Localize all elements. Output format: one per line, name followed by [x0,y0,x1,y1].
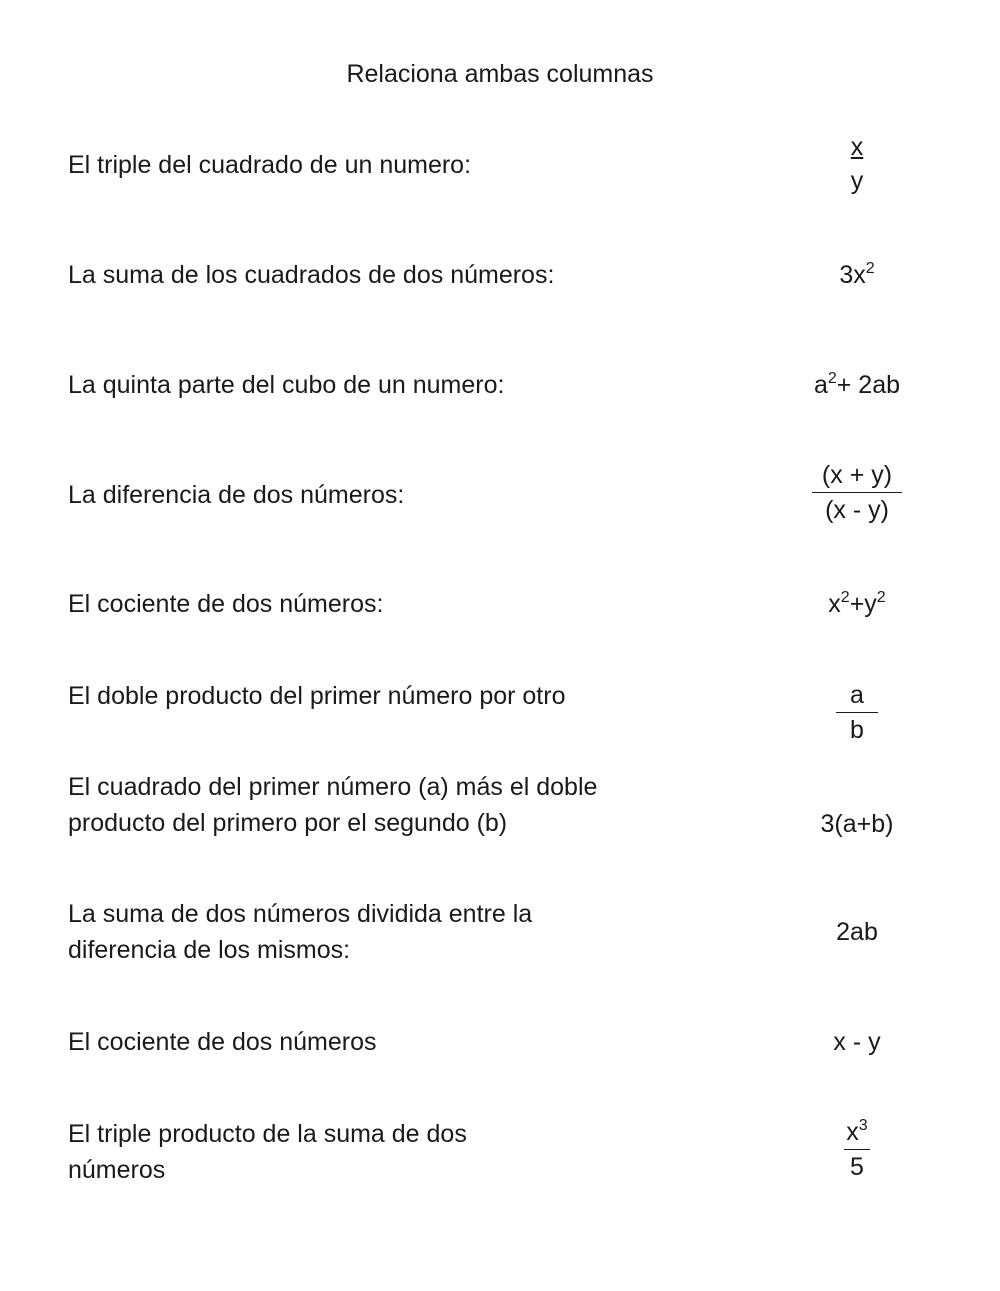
fraction-numerator: (x + y) [812,458,902,493]
left-item-3: La quinta parte del cubo de un numero: [68,371,505,399]
expression-base: a [813,371,828,399]
expression-base: 3x [839,261,866,289]
expression-rest: + 2ab [836,371,901,399]
left-item-10: El triple producto de la suma de dos números [68,1120,467,1184]
right-item-3 [757,367,957,403]
right-item-4 [757,458,957,528]
right-item-5 [757,586,957,622]
left-item-7: El cuadrado del primer número (a) más el doble producto del primero por el segundo (b) [68,773,598,837]
fraction-denominator: y [850,167,864,195]
expression-base: x [846,1118,859,1146]
left-item-2: La suma de los cuadrados de dos números: [68,261,555,289]
fraction-denominator: b [850,716,864,744]
right-item-6 [757,678,957,748]
expression-base: x [828,590,841,618]
right-item-2 [757,257,957,293]
page-title: Relaciona ambas columnas [346,60,654,88]
right-item-1 [757,130,957,199]
right-item-7: 3(a+b) [820,810,894,838]
left-item-9: El cociente de dos números [68,1028,377,1056]
fraction-denominator: (x - y) [825,496,889,524]
left-item-8: La suma de dos números dividida entre la diferencia de los mismos: [68,900,533,964]
fraction-numerator: x [850,133,864,161]
fraction-numerator: a [836,678,878,713]
exponent: 2 [840,589,850,606]
left-item-5: El cociente de dos números: [68,590,384,618]
fraction-denominator: 5 [850,1153,864,1181]
exponent: 2 [876,589,886,606]
left-item-4: La diferencia de dos números: [68,481,405,509]
left-item-6: El doble producto del primer número por otro [68,682,566,710]
expression-mid: +y [849,590,877,618]
exponent: 2 [827,370,837,387]
exponent: 2 [865,260,875,277]
right-item-8: 2ab [836,918,878,946]
exponent: 3 [858,1117,868,1134]
left-item-1: El triple del cuadrado de un numero: [68,151,472,179]
right-item-9: x - y [833,1028,881,1056]
right-item-10 [757,1115,957,1185]
